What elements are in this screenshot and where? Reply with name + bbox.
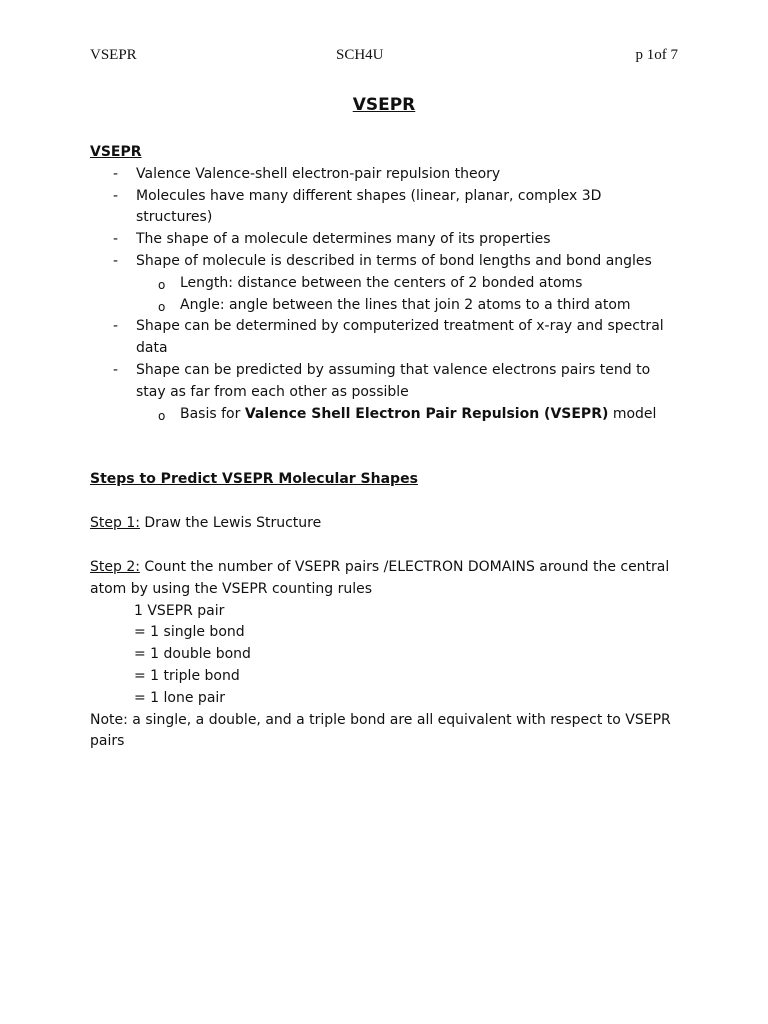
section-heading-vsepr: VSEPR — [90, 144, 142, 160]
sub-bullet-list — [90, 404, 680, 426]
header-left: VSEPR — [90, 47, 137, 63]
list-item — [90, 295, 680, 317]
step-1-text: Draw the Lewis Structure — [139, 515, 322, 532]
counting-rule: 1 VSEPR pair — [134, 602, 225, 619]
list-item — [90, 186, 680, 230]
vsepr-bullet-list — [90, 164, 680, 273]
list-item — [90, 404, 680, 426]
list-item — [90, 273, 680, 295]
bullet-text: Molecules have many different shapes (linear, planar, complex 3D structures) — [136, 187, 602, 226]
list-item — [90, 316, 680, 360]
bullet-text: Shape of molecule is described in terms of bond lengths and bond angles — [136, 252, 652, 269]
bullet-text: The shape of a molecule determines many of its properties — [136, 231, 551, 248]
bullet-text: Shape can be determined by computerized treatment of x-ray and spectral data — [136, 318, 664, 357]
sub-bullet-text: Angle: angle between the lines that join 2 atoms to a third atom — [180, 296, 631, 313]
basis-suffix: model — [608, 405, 657, 422]
note-text: Note: a single, a double, and a triple bond are all equivalent with respect to VSEPR pairs — [90, 711, 671, 750]
dash-marker: - — [113, 165, 119, 182]
dash-marker: - — [113, 318, 119, 335]
vsepr-model-name: Valence Shell Electron Pair Repulsion (VSEPR) — [244, 405, 609, 422]
step-2-label: Step 2: — [90, 558, 140, 575]
circle-marker: o — [158, 277, 166, 292]
spacer — [90, 535, 680, 557]
list-item — [90, 251, 680, 273]
list-item — [90, 229, 680, 251]
step-2-text: Count the number of VSEPR pairs /ELECTRON DOMAINS around the central atom by using the VSEPR counting rules — [90, 558, 670, 597]
page-header — [90, 47, 678, 67]
list-item — [90, 360, 680, 404]
list-item — [90, 164, 680, 186]
circle-marker: o — [158, 408, 166, 423]
counting-rule: = 1 lone pair — [134, 689, 226, 706]
basis-prefix: Basis for — [180, 405, 245, 422]
bullet-text: Valence Valence-shell electron-pair repulsion theory — [136, 165, 501, 182]
page-title: VSEPR — [352, 95, 416, 115]
spacer — [90, 425, 680, 469]
dash-marker: - — [113, 231, 119, 248]
dash-marker: - — [113, 252, 119, 269]
counting-rule: = 1 double bond — [134, 646, 251, 663]
sub-bullet-text: Length: distance between the centers of 2 bonded atoms — [180, 274, 583, 291]
dash-marker: - — [113, 187, 119, 204]
step-2 — [90, 557, 680, 601]
vsepr-bullet-list-continued — [90, 316, 680, 403]
counting-rule: = 1 single bond — [134, 624, 245, 641]
sub-bullet-list — [90, 273, 680, 317]
document-body — [90, 142, 680, 753]
step-1-label: Step 1: — [90, 515, 140, 532]
spacer — [90, 491, 680, 513]
header-page-number: p 1of 7 — [635, 47, 678, 63]
counting-rule: = 1 triple bond — [134, 667, 240, 684]
bullet-text: Shape can be predicted by assuming that valence electrons pairs tend to stay as far from each other as possible — [136, 361, 651, 400]
circle-marker: o — [158, 299, 166, 314]
header-course-code: SCH4U — [336, 47, 384, 63]
dash-marker: - — [113, 361, 119, 378]
section-heading-steps: Steps to Predict VSEPR Molecular Shapes — [90, 471, 418, 488]
step-1 — [90, 513, 680, 535]
